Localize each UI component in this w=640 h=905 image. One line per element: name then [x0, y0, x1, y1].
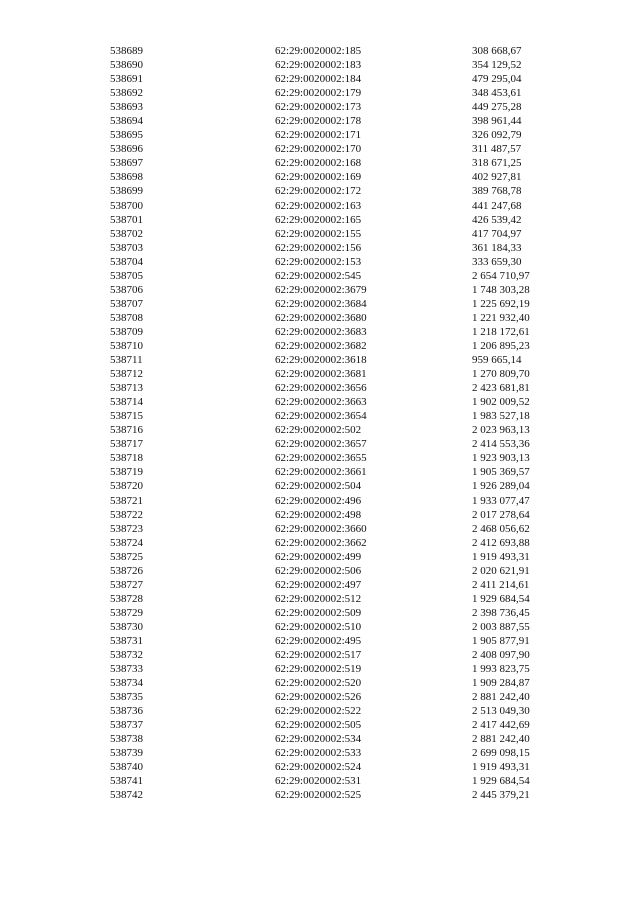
cadastral-value: 2 417 442,69: [472, 719, 530, 732]
cadastral-number: 62:29:0020002:165: [275, 213, 362, 226]
cadastral-value: 2 513 049,30: [472, 705, 530, 718]
cadastral-number: 62:29:0020002:496: [275, 494, 362, 507]
record-number: 538738: [110, 733, 143, 746]
cadastral-number: 62:29:0020002:495: [275, 634, 362, 647]
cadastral-number: 62:29:0020002:504: [275, 480, 362, 493]
record-number: 538697: [110, 157, 143, 170]
cadastral-number: 62:29:0020002:3683: [275, 325, 367, 338]
table-row: [110, 522, 570, 536]
record-number: 538691: [110, 73, 143, 86]
record-number: 538715: [110, 410, 143, 423]
record-number: 538717: [110, 438, 143, 451]
cadastral-value: 1 206 895,23: [472, 339, 530, 352]
record-number: 538719: [110, 466, 143, 479]
cadastral-value: 1 919 493,31: [472, 761, 530, 774]
table-row: [110, 142, 570, 156]
cadastral-value: 1 225 692,19: [472, 297, 530, 310]
cadastral-value: 2 468 056,62: [472, 522, 530, 535]
cadastral-value: 2 654 710,97: [472, 269, 530, 282]
cadastral-value: 1 221 932,40: [472, 311, 530, 324]
record-number: 538727: [110, 578, 143, 591]
cadastral-value: 2 881 242,40: [472, 733, 530, 746]
cadastral-value: 417 704,97: [472, 227, 522, 240]
record-number: 538711: [110, 354, 143, 367]
cadastral-number: 62:29:0020002:183: [275, 59, 362, 72]
cadastral-number: 62:29:0020002:3660: [275, 522, 367, 535]
table-row: [110, 227, 570, 241]
table-row: [110, 367, 570, 381]
cadastral-value-table: [110, 44, 570, 803]
table-row: [110, 564, 570, 578]
cadastral-value: 333 659,30: [472, 255, 522, 268]
record-number: 538739: [110, 747, 143, 760]
record-number: 538721: [110, 494, 143, 507]
table-row: [110, 648, 570, 662]
table-row: [110, 690, 570, 704]
record-number: 538720: [110, 480, 143, 493]
record-number: 538736: [110, 705, 143, 718]
record-number: 538695: [110, 129, 143, 142]
table-row: [110, 606, 570, 620]
cadastral-number: 62:29:0020002:3654: [275, 410, 367, 423]
table-row: [110, 732, 570, 746]
record-number: 538705: [110, 269, 143, 282]
cadastral-number: 62:29:0020002:534: [275, 733, 362, 746]
cadastral-value: 1 933 077,47: [472, 494, 530, 507]
table-row: [110, 451, 570, 465]
cadastral-value: 2 003 887,55: [472, 620, 530, 633]
record-number: 538708: [110, 311, 143, 324]
cadastral-value: 479 295,04: [472, 73, 522, 86]
cadastral-number: 62:29:0020002:3682: [275, 339, 367, 352]
cadastral-number: 62:29:0020002:520: [275, 677, 362, 690]
cadastral-value: 2 414 553,36: [472, 438, 530, 451]
record-number: 538734: [110, 677, 143, 690]
cadastral-number: 62:29:0020002:3680: [275, 311, 367, 324]
table-row: [110, 156, 570, 170]
table-row: [110, 381, 570, 395]
cadastral-value: 348 453,61: [472, 87, 522, 100]
record-number: 538701: [110, 213, 143, 226]
cadastral-number: 62:29:0020002:163: [275, 199, 362, 212]
table-row: [110, 184, 570, 198]
cadastral-number: 62:29:0020002:499: [275, 550, 362, 563]
table-row: [110, 269, 570, 283]
table-row: [110, 465, 570, 479]
cadastral-value: 1 929 684,54: [472, 775, 530, 788]
table-row: [110, 395, 570, 409]
cadastral-number: 62:29:0020002:156: [275, 241, 362, 254]
table-row: [110, 423, 570, 437]
table-row: [110, 199, 570, 213]
cadastral-value: 361 184,33: [472, 241, 522, 254]
cadastral-number: 62:29:0020002:3618: [275, 354, 367, 367]
cadastral-number: 62:29:0020002:171: [275, 129, 362, 142]
table-row: [110, 128, 570, 142]
cadastral-number: 62:29:0020002:3662: [275, 536, 367, 549]
record-number: 538735: [110, 691, 143, 704]
cadastral-number: 62:29:0020002:185: [275, 45, 362, 57]
record-number: 538729: [110, 606, 143, 619]
cadastral-value: 1 270 809,70: [472, 368, 530, 381]
table-row: [110, 550, 570, 564]
record-number: 538690: [110, 59, 143, 72]
cadastral-number: 62:29:0020002:169: [275, 171, 362, 184]
cadastral-value: 326 092,79: [472, 129, 522, 142]
cadastral-value: 1 905 369,57: [472, 466, 530, 479]
cadastral-number: 62:29:0020002:545: [275, 269, 362, 282]
table-row: [110, 479, 570, 493]
cadastral-value: 2 412 693,88: [472, 536, 530, 549]
cadastral-number: 62:29:0020002:506: [275, 564, 362, 577]
cadastral-number: 62:29:0020002:173: [275, 101, 362, 114]
record-number: 538710: [110, 339, 143, 352]
cadastral-number: 62:29:0020002:3663: [275, 396, 367, 409]
table-row: [110, 283, 570, 297]
record-number: 538693: [110, 101, 143, 114]
record-number: 538699: [110, 185, 143, 198]
record-number: 538692: [110, 87, 143, 100]
cadastral-value: 959 665,14: [472, 354, 522, 367]
cadastral-value: 1 923 903,13: [472, 452, 530, 465]
cadastral-number: 62:29:0020002:497: [275, 578, 362, 591]
cadastral-number: 62:29:0020002:3655: [275, 452, 367, 465]
record-number: 538702: [110, 227, 143, 240]
table-row: [110, 409, 570, 423]
cadastral-number: 62:29:0020002:505: [275, 719, 362, 732]
record-number: 538703: [110, 241, 143, 254]
cadastral-value: 2 023 963,13: [472, 424, 530, 437]
cadastral-value: 1 993 823,75: [472, 663, 530, 676]
record-number: 538718: [110, 452, 143, 465]
table-row: [110, 437, 570, 451]
cadastral-value: 318 671,25: [472, 157, 522, 170]
cadastral-value: 2 423 681,81: [472, 382, 530, 395]
table-row: [110, 72, 570, 86]
cadastral-value: 1 929 684,54: [472, 592, 530, 605]
cadastral-number: 62:29:0020002:509: [275, 606, 362, 619]
table-row: [110, 494, 570, 508]
cadastral-number: 62:29:0020002:531: [275, 775, 362, 788]
cadastral-value: 2 017 278,64: [472, 508, 530, 521]
cadastral-value: 1 218 172,61: [472, 325, 530, 338]
table-row: [110, 578, 570, 592]
cadastral-value: 402 927,81: [472, 171, 522, 184]
cadastral-value: 1 909 284,87: [472, 677, 530, 690]
record-number: 538730: [110, 620, 143, 633]
record-number: 538712: [110, 368, 143, 381]
record-number: 538737: [110, 719, 143, 732]
cadastral-value: 308 668,67: [472, 45, 522, 57]
table-row: [110, 788, 570, 802]
table-row: [110, 704, 570, 718]
cadastral-value: 2 699 098,15: [472, 747, 530, 760]
record-number: 538732: [110, 649, 143, 662]
table-row: [110, 536, 570, 550]
record-number: 538728: [110, 592, 143, 605]
table-row: [110, 255, 570, 269]
record-number: 538704: [110, 255, 143, 268]
table-row: [110, 114, 570, 128]
cadastral-number: 62:29:0020002:510: [275, 620, 362, 633]
record-number: 538726: [110, 564, 143, 577]
cadastral-number: 62:29:0020002:155: [275, 227, 362, 240]
table-row: [110, 774, 570, 788]
table-row: [110, 297, 570, 311]
record-number: 538716: [110, 424, 143, 437]
record-number: 538742: [110, 789, 143, 802]
cadastral-number: 62:29:0020002:172: [275, 185, 362, 198]
table-row: [110, 718, 570, 732]
table-row: [110, 44, 570, 58]
cadastral-number: 62:29:0020002:512: [275, 592, 362, 605]
table-row: [110, 86, 570, 100]
table-row: [110, 746, 570, 760]
cadastral-number: 62:29:0020002:184: [275, 73, 362, 86]
cadastral-value: 2 881 242,40: [472, 691, 530, 704]
cadastral-number: 62:29:0020002:519: [275, 663, 362, 676]
cadastral-number: 62:29:0020002:3684: [275, 297, 367, 310]
table-row: [110, 241, 570, 255]
cadastral-value: 441 247,68: [472, 199, 522, 212]
table-row: [110, 676, 570, 690]
table-row: [110, 353, 570, 367]
cadastral-number: 62:29:0020002:533: [275, 747, 362, 760]
record-number: 538731: [110, 634, 143, 647]
record-number: 538689: [110, 45, 143, 57]
record-number: 538694: [110, 115, 143, 128]
cadastral-number: 62:29:0020002:178: [275, 115, 362, 128]
record-number: 538700: [110, 199, 143, 212]
cadastral-number: 62:29:0020002:498: [275, 508, 362, 521]
cadastral-number: 62:29:0020002:502: [275, 424, 362, 437]
cadastral-value: 1 905 877,91: [472, 634, 530, 647]
cadastral-number: 62:29:0020002:3681: [275, 368, 367, 381]
record-number: 538709: [110, 325, 143, 338]
table-row: [110, 508, 570, 522]
record-number: 538706: [110, 283, 143, 296]
table-row: [110, 58, 570, 72]
cadastral-number: 62:29:0020002:3656: [275, 382, 367, 395]
cadastral-number: 62:29:0020002:168: [275, 157, 362, 170]
cadastral-value: 398 961,44: [472, 115, 522, 128]
table-row: [110, 100, 570, 114]
table-row: [110, 634, 570, 648]
table-row: [110, 339, 570, 353]
record-number: 538741: [110, 775, 143, 788]
cadastral-value: 311 487,57: [472, 143, 522, 156]
cadastral-number: 62:29:0020002:3657: [275, 438, 367, 451]
table-row: [110, 325, 570, 339]
record-number: 538696: [110, 143, 143, 156]
cadastral-value: 1 926 289,04: [472, 480, 530, 493]
cadastral-value: 1 919 493,31: [472, 550, 530, 563]
record-number: 538725: [110, 550, 143, 563]
cadastral-value: 2 408 097,90: [472, 649, 530, 662]
cadastral-value: 2 411 214,61: [472, 578, 530, 591]
cadastral-value: 389 768,78: [472, 185, 522, 198]
cadastral-number: 62:29:0020002:524: [275, 761, 362, 774]
table-row: [110, 592, 570, 606]
cadastral-number: 62:29:0020002:517: [275, 649, 362, 662]
cadastral-number: 62:29:0020002:525: [275, 789, 362, 802]
cadastral-value: 354 129,52: [472, 59, 522, 72]
cadastral-value: 1 748 303,28: [472, 283, 530, 296]
cadastral-number: 62:29:0020002:3661: [275, 466, 367, 479]
record-number: 538713: [110, 382, 143, 395]
table-row: [110, 760, 570, 774]
table-row: [110, 620, 570, 634]
record-number: 538707: [110, 297, 143, 310]
record-number: 538714: [110, 396, 143, 409]
cadastral-number: 62:29:0020002:522: [275, 705, 362, 718]
cadastral-value: 2 398 736,45: [472, 606, 530, 619]
record-number: 538740: [110, 761, 143, 774]
record-number: 538722: [110, 508, 143, 521]
record-number: 538733: [110, 663, 143, 676]
table-row: [110, 213, 570, 227]
cadastral-value: 449 275,28: [472, 101, 522, 114]
record-number: 538724: [110, 536, 143, 549]
table-row: [110, 311, 570, 325]
table-row: [110, 170, 570, 184]
cadastral-number: 62:29:0020002:526: [275, 691, 362, 704]
record-number: 538723: [110, 522, 143, 535]
cadastral-number: 62:29:0020002:3679: [275, 283, 367, 296]
table-row: [110, 662, 570, 676]
cadastral-number: 62:29:0020002:170: [275, 143, 362, 156]
cadastral-value: 426 539,42: [472, 213, 522, 226]
cadastral-number: 62:29:0020002:153: [275, 255, 362, 268]
cadastral-value: 1 983 527,18: [472, 410, 530, 423]
cadastral-value: 2 445 379,21: [472, 789, 530, 802]
cadastral-value: 2 020 621,91: [472, 564, 530, 577]
record-number: 538698: [110, 171, 143, 184]
cadastral-number: 62:29:0020002:179: [275, 87, 362, 100]
cadastral-value: 1 902 009,52: [472, 396, 530, 409]
